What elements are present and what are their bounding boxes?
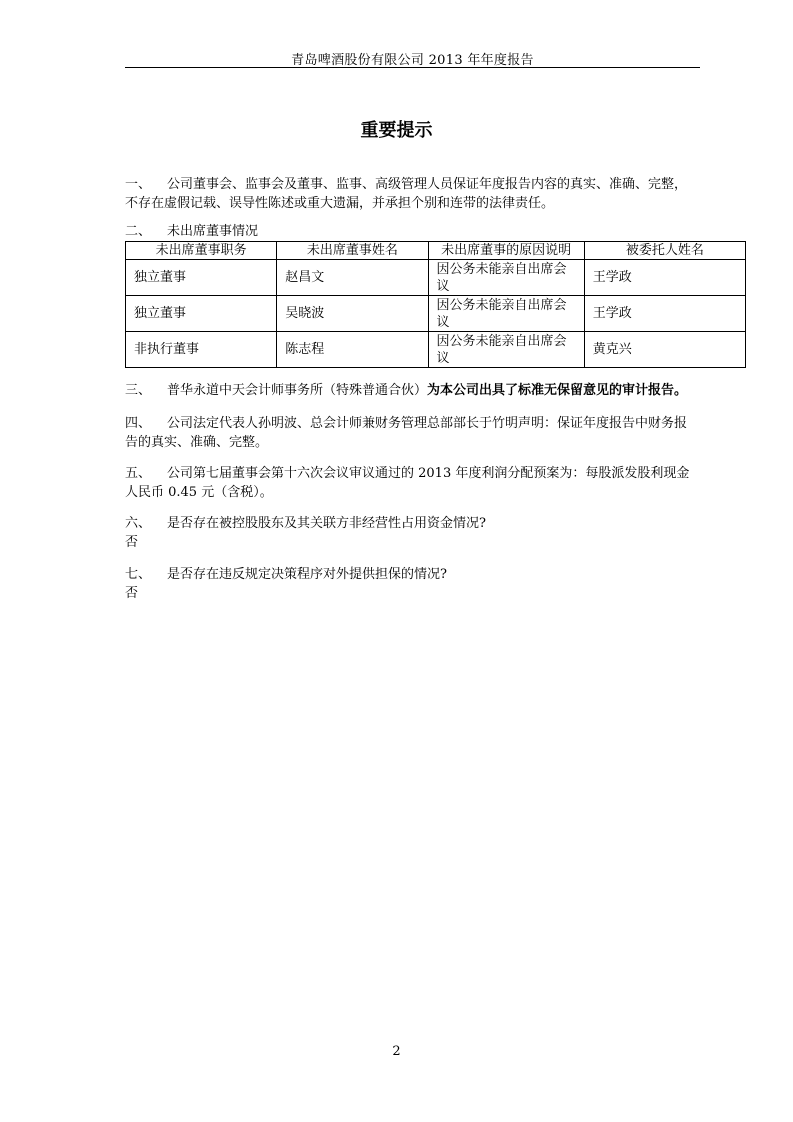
page-number: 2 — [392, 1044, 401, 1059]
item-one-number: 一、 — [125, 177, 152, 192]
item-four-text-cont: 告的真实、准确、完整。 — [125, 435, 269, 450]
table-row — [126, 260, 746, 296]
item-four-text: 公司法定代表人孙明波、总会计师兼财务管理总部部长于竹明声明：保证年度报告中财务报 — [167, 416, 688, 431]
page-title: 重要提示 — [360, 120, 433, 141]
item-six — [125, 514, 700, 552]
item-one-text-cont: 不存在虚假记载、误导性陈述或重大遗漏，并承担个别和连带的法律责任。 — [125, 196, 555, 211]
item-five-text-cont: 人民币 0.45 元（含税）。 — [125, 485, 273, 500]
item-five-text: 公司第七届董事会第十六次会议审议通过的 2013 年度利润分配预案为：每股派发股利现金 — [167, 466, 690, 481]
item-four-number: 四、 — [125, 416, 152, 431]
item-three — [125, 381, 725, 400]
item-six-number: 六、 — [125, 516, 152, 531]
table-cell: 王学政 — [584, 260, 745, 296]
item-five — [125, 464, 700, 502]
item-three-text: 普华永道中天会计师事务所（特殊普通合伙） — [167, 383, 428, 398]
table-cell: 因公务未能亲自出席会议 — [428, 332, 584, 368]
item-two-text: 未出席董事情况 — [167, 224, 259, 239]
item-three-bold-text: 为本公司出具了标准无保留意见的审计报告。 — [427, 383, 688, 398]
table-row — [126, 332, 746, 368]
item-six-answer: 否 — [125, 535, 139, 550]
item-seven-text: 是否存在违反规定决策程序对外提供担保的情况? — [167, 567, 447, 582]
table-header-cell: 未出席董事职务 — [126, 242, 277, 260]
item-seven — [125, 565, 700, 603]
table-header-cell: 未出席董事姓名 — [277, 242, 428, 260]
item-seven-number: 七、 — [125, 567, 152, 582]
table-cell: 黄克兴 — [584, 332, 745, 368]
table-header-cell: 未出席董事的原因说明 — [428, 242, 584, 260]
table-cell: 王学政 — [584, 296, 745, 332]
item-six-text: 是否存在被控股股东及其关联方非经营性占用资金情况? — [167, 516, 486, 531]
item-three-number: 三、 — [125, 383, 152, 398]
page-header: 青岛啤酒股份有限公司 2013 年年度报告 — [291, 53, 534, 68]
table-cell: 因公务未能亲自出席会议 — [428, 260, 584, 296]
item-one — [125, 175, 700, 213]
item-five-number: 五、 — [125, 466, 152, 481]
header-divider — [125, 67, 700, 68]
table-cell: 吴晓波 — [277, 296, 428, 332]
table-row — [126, 296, 746, 332]
table-header-cell: 被委托人姓名 — [584, 242, 745, 260]
table-header-row — [126, 242, 746, 260]
item-four — [125, 414, 700, 452]
absent-directors-table — [125, 241, 746, 368]
table-cell: 赵昌文 — [277, 260, 428, 296]
table-cell: 独立董事 — [126, 260, 277, 296]
table-cell: 非执行董事 — [126, 332, 277, 368]
item-two-number: 二、 — [125, 224, 152, 239]
table-cell: 陈志程 — [277, 332, 428, 368]
table-cell: 独立董事 — [126, 296, 277, 332]
table-cell: 因公务未能亲自出席会议 — [428, 296, 584, 332]
item-two — [125, 222, 700, 241]
item-seven-answer: 否 — [125, 586, 139, 601]
item-one-text: 公司董事会、监事会及董事、监事、高级管理人员保证年度报告内容的真实、准确、完整， — [167, 177, 688, 192]
